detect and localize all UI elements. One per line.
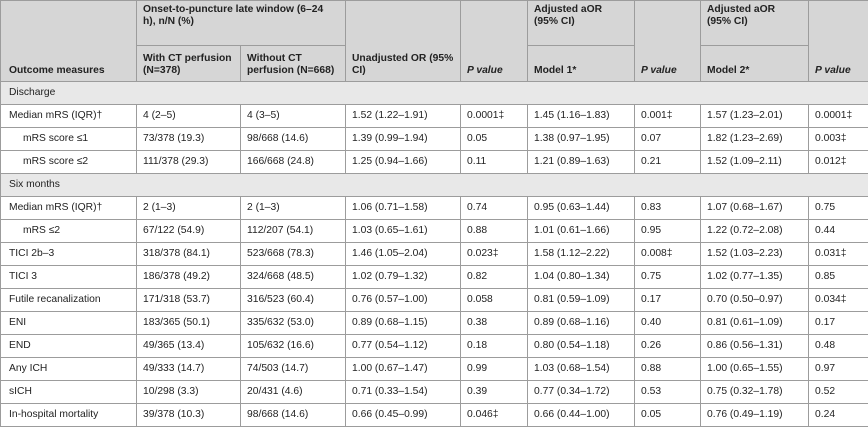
table-header xyxy=(1,1,868,82)
row-label: Futile recanalization xyxy=(1,289,137,312)
table-cell: 4 (3–5) xyxy=(241,105,346,128)
table-cell: 0.18 xyxy=(461,335,528,358)
table-row xyxy=(1,404,868,427)
table-cell: 0.0001‡ xyxy=(461,105,528,128)
header-model-2: Model 2* xyxy=(701,46,809,82)
row-label: Any ICH xyxy=(1,358,137,381)
table-cell: 0.74 xyxy=(461,197,528,220)
table-cell: 0.034‡ xyxy=(809,289,868,312)
table-cell: 0.05 xyxy=(461,128,528,151)
table-cell: 1.03 (0.65–1.61) xyxy=(346,220,461,243)
table-cell: 1.07 (0.68–1.67) xyxy=(701,197,809,220)
table-cell: 0.26 xyxy=(635,335,701,358)
table-cell: 0.17 xyxy=(809,312,868,335)
table-cell: 1.03 (0.68–1.54) xyxy=(528,358,635,381)
table-cell: 0.85 xyxy=(809,266,868,289)
header-outcome-measures: Outcome measures xyxy=(1,1,137,82)
table-cell: 112/207 (54.1) xyxy=(241,220,346,243)
table-cell: 171/318 (53.7) xyxy=(137,289,241,312)
table-cell: 0.76 (0.57–1.00) xyxy=(346,289,461,312)
table-cell: 1.02 (0.77–1.35) xyxy=(701,266,809,289)
row-label: mRS ≤2 xyxy=(1,220,137,243)
table-cell: 0.38 xyxy=(461,312,528,335)
table-cell: 0.71 (0.33–1.54) xyxy=(346,381,461,404)
table-cell: 0.53 xyxy=(635,381,701,404)
table-cell: 0.88 xyxy=(461,220,528,243)
table-body xyxy=(1,82,868,427)
table-cell: 523/668 (78.3) xyxy=(241,243,346,266)
row-label: TICI 2b–3 xyxy=(1,243,137,266)
table-cell: 0.83 xyxy=(635,197,701,220)
header-window-group: Onset-to-puncture late window (6–24 h), n/N (%) xyxy=(137,1,346,46)
table-cell: 183/365 (50.1) xyxy=(137,312,241,335)
table-cell: 1.21 (0.89–1.63) xyxy=(528,151,635,174)
table-cell: 1.52 (1.09–2.11) xyxy=(701,151,809,174)
table-cell: 39/378 (10.3) xyxy=(137,404,241,427)
header-without-ct: Without CT perfusion (N=668) xyxy=(241,46,346,82)
table-cell: 1.22 (0.72–2.08) xyxy=(701,220,809,243)
table-cell: 1.01 (0.61–1.66) xyxy=(528,220,635,243)
section-row xyxy=(1,82,868,105)
row-label: mRS score ≤1 xyxy=(1,128,137,151)
table-cell: 0.11 xyxy=(461,151,528,174)
table-cell: 67/122 (54.9) xyxy=(137,220,241,243)
table-cell: 0.17 xyxy=(635,289,701,312)
table-row xyxy=(1,105,868,128)
table-cell: 1.04 (0.80–1.34) xyxy=(528,266,635,289)
table-cell: 0.81 (0.61–1.09) xyxy=(701,312,809,335)
header-model-1: Model 1* xyxy=(528,46,635,82)
table-cell: 0.21 xyxy=(635,151,701,174)
table-cell: 0.80 (0.54–1.18) xyxy=(528,335,635,358)
table-cell: 0.058 xyxy=(461,289,528,312)
table-cell: 0.008‡ xyxy=(635,243,701,266)
section-title: Six months xyxy=(1,174,868,197)
table-row xyxy=(1,151,868,174)
table-row xyxy=(1,381,868,404)
table-cell: 73/378 (19.3) xyxy=(137,128,241,151)
table-cell: 0.89 (0.68–1.15) xyxy=(346,312,461,335)
table-cell: 0.05 xyxy=(635,404,701,427)
table-cell: 0.95 xyxy=(635,220,701,243)
table-cell: 0.66 (0.44–1.00) xyxy=(528,404,635,427)
row-label: mRS score ≤2 xyxy=(1,151,137,174)
table-cell: 0.66 (0.45–0.99) xyxy=(346,404,461,427)
table-cell: 0.003‡ xyxy=(809,128,868,151)
table-cell: 0.001‡ xyxy=(635,105,701,128)
table-cell: 1.82 (1.23–2.69) xyxy=(701,128,809,151)
row-label: ENI xyxy=(1,312,137,335)
table-cell: 186/378 (49.2) xyxy=(137,266,241,289)
header-with-ct: With CT perfusion (N=378) xyxy=(137,46,241,82)
table-cell: 2 (1–3) xyxy=(137,197,241,220)
table-cell: 316/523 (60.4) xyxy=(241,289,346,312)
table-cell: 0.52 xyxy=(809,381,868,404)
table-cell: 1.52 (1.22–1.91) xyxy=(346,105,461,128)
header-adjusted-aor-1: Adjusted aOR (95% CI) xyxy=(528,1,635,46)
table-cell: 1.38 (0.97–1.95) xyxy=(528,128,635,151)
table-cell: 0.89 (0.68–1.16) xyxy=(528,312,635,335)
header-p-value-2: P value xyxy=(635,1,701,82)
table-cell: 98/668 (14.6) xyxy=(241,404,346,427)
table-cell: 111/378 (29.3) xyxy=(137,151,241,174)
table-cell: 324/668 (48.5) xyxy=(241,266,346,289)
table-row xyxy=(1,197,868,220)
row-label: END xyxy=(1,335,137,358)
table-cell: 0.77 (0.54–1.12) xyxy=(346,335,461,358)
table-cell: 1.00 (0.65–1.55) xyxy=(701,358,809,381)
section-row xyxy=(1,174,868,197)
table-row xyxy=(1,335,868,358)
table-cell: 1.58 (1.12–2.22) xyxy=(528,243,635,266)
table-cell: 0.07 xyxy=(635,128,701,151)
table-cell: 49/333 (14.7) xyxy=(137,358,241,381)
table-row xyxy=(1,128,868,151)
row-label: In-hospital mortality xyxy=(1,404,137,427)
table-cell: 0.86 (0.56–1.31) xyxy=(701,335,809,358)
table-cell: 4 (2–5) xyxy=(137,105,241,128)
table-row xyxy=(1,220,868,243)
table-cell: 1.52 (1.03–2.23) xyxy=(701,243,809,266)
table-cell: 0.39 xyxy=(461,381,528,404)
table-cell: 1.02 (0.79–1.32) xyxy=(346,266,461,289)
table-cell: 0.75 xyxy=(809,197,868,220)
table-cell: 0.031‡ xyxy=(809,243,868,266)
table-cell: 0.012‡ xyxy=(809,151,868,174)
row-label: Median mRS (IQR)† xyxy=(1,105,137,128)
table-cell: 0.97 xyxy=(809,358,868,381)
table-cell: 105/632 (16.6) xyxy=(241,335,346,358)
table-cell: 0.70 (0.50–0.97) xyxy=(701,289,809,312)
table-cell: 1.25 (0.94–1.66) xyxy=(346,151,461,174)
table-cell: 74/503 (14.7) xyxy=(241,358,346,381)
table-row xyxy=(1,289,868,312)
table-cell: 0.99 xyxy=(461,358,528,381)
table-cell: 335/632 (53.0) xyxy=(241,312,346,335)
table-cell: 1.45 (1.16–1.83) xyxy=(528,105,635,128)
table-cell: 0.40 xyxy=(635,312,701,335)
table-cell: 0.046‡ xyxy=(461,404,528,427)
row-label: TICI 3 xyxy=(1,266,137,289)
table-cell: 1.57 (1.23–2.01) xyxy=(701,105,809,128)
table-cell: 1.39 (0.99–1.94) xyxy=(346,128,461,151)
table-cell: 318/378 (84.1) xyxy=(137,243,241,266)
table-row xyxy=(1,312,868,335)
table-cell: 1.46 (1.05–2.04) xyxy=(346,243,461,266)
table-cell: 0.75 xyxy=(635,266,701,289)
header-adjusted-aor-2: Adjusted aOR (95% CI) xyxy=(701,1,809,46)
section-title: Discharge xyxy=(1,82,868,105)
header-p-value-3: P value xyxy=(809,1,868,82)
table-cell: 10/298 (3.3) xyxy=(137,381,241,404)
table-cell: 0.0001‡ xyxy=(809,105,868,128)
table-row xyxy=(1,243,868,266)
table-cell: 1.00 (0.67–1.47) xyxy=(346,358,461,381)
table-cell: 0.81 (0.59–1.09) xyxy=(528,289,635,312)
table-cell: 0.023‡ xyxy=(461,243,528,266)
table-cell: 0.76 (0.49–1.19) xyxy=(701,404,809,427)
table-cell: 49/365 (13.4) xyxy=(137,335,241,358)
table-cell: 0.48 xyxy=(809,335,868,358)
header-p-value-1: P value xyxy=(461,1,528,82)
row-label: Median mRS (IQR)† xyxy=(1,197,137,220)
table-row xyxy=(1,266,868,289)
table-cell: 0.95 (0.63–1.44) xyxy=(528,197,635,220)
table-cell: 0.24 xyxy=(809,404,868,427)
table-cell: 1.06 (0.71–1.58) xyxy=(346,197,461,220)
table-row xyxy=(1,358,868,381)
row-label: sICH xyxy=(1,381,137,404)
table-cell: 2 (1–3) xyxy=(241,197,346,220)
table-cell: 0.75 (0.32–1.78) xyxy=(701,381,809,404)
table-cell: 0.77 (0.34–1.72) xyxy=(528,381,635,404)
table-cell: 0.44 xyxy=(809,220,868,243)
table-cell: 20/431 (4.6) xyxy=(241,381,346,404)
table-cell: 98/668 (14.6) xyxy=(241,128,346,151)
table-cell: 0.88 xyxy=(635,358,701,381)
header-unadjusted-or: Unadjusted OR (95% CI) xyxy=(346,1,461,82)
table-cell: 166/668 (24.8) xyxy=(241,151,346,174)
table-cell: 0.82 xyxy=(461,266,528,289)
